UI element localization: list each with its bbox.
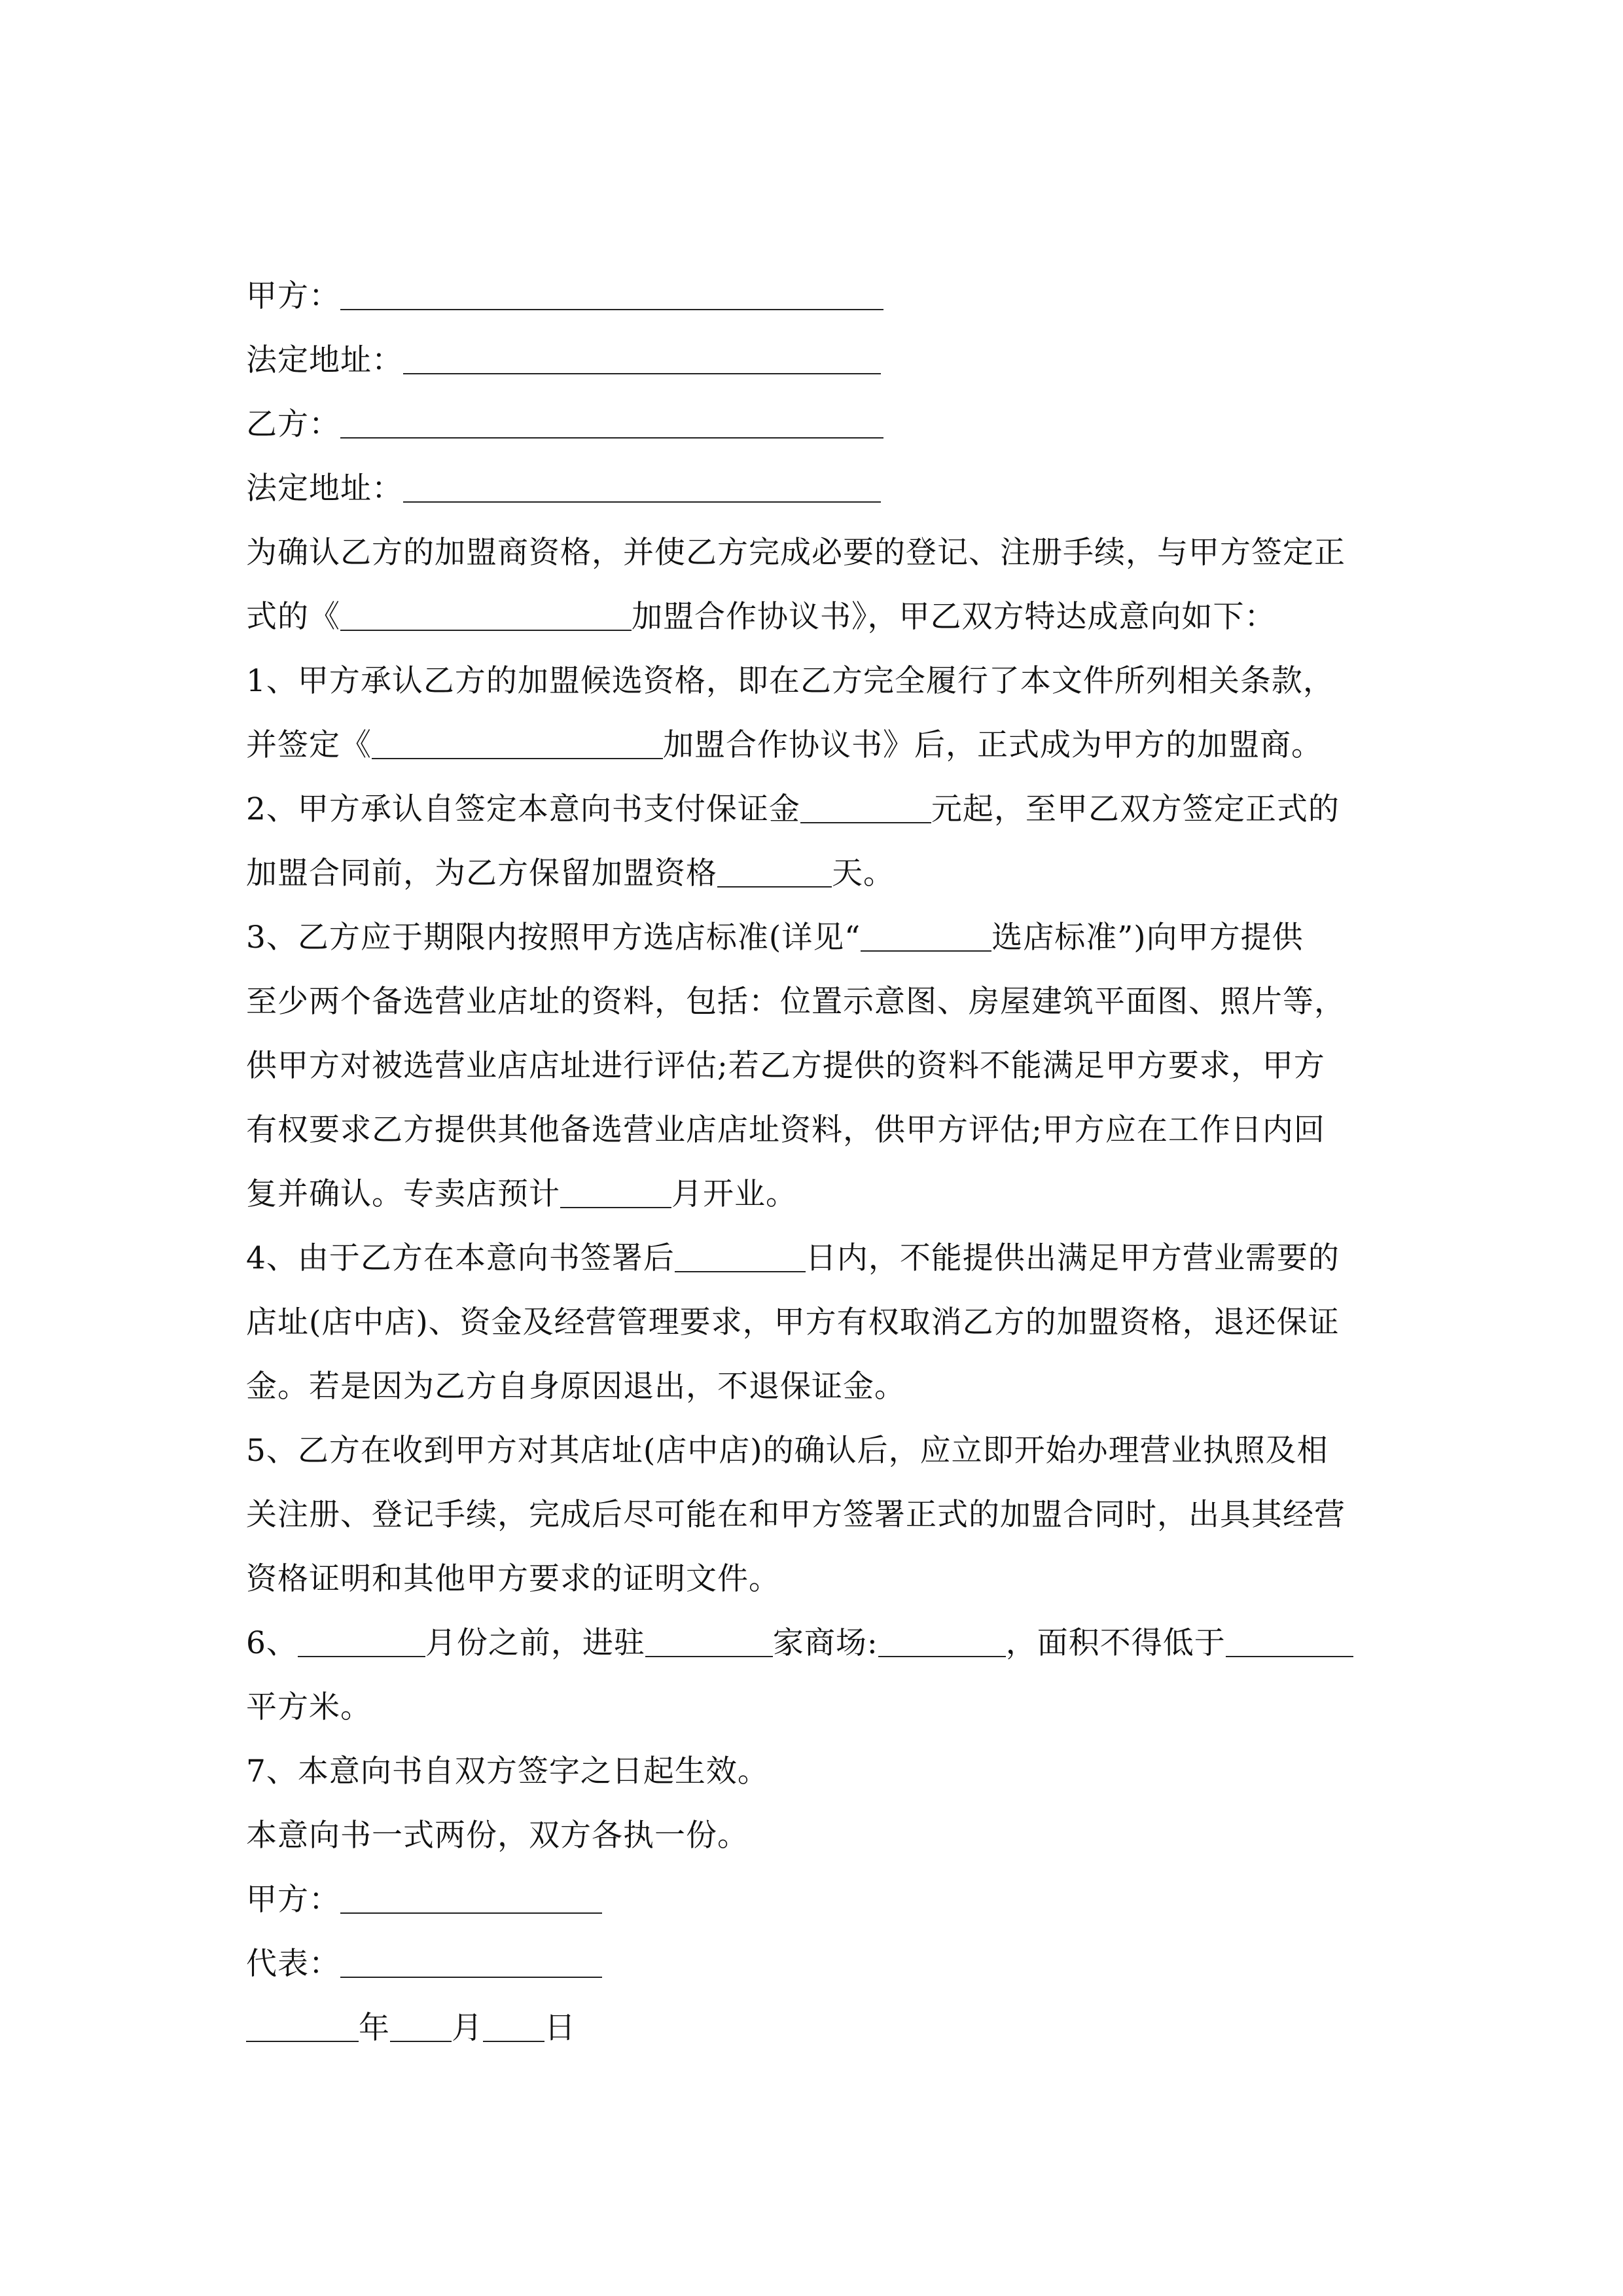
clause-1-line-2-end: 加盟合作协议书》后，正式成为甲方的加盟商。 — [663, 727, 1323, 763]
day-blank — [483, 2005, 544, 2042]
clause-3-line-2: 至少两个备选营业店址的资料，包括：位置示意图、房屋建筑平面图、照片等， — [246, 984, 1346, 1020]
clause-3-line-1 — [246, 906, 1378, 970]
agreement-name-blank — [340, 594, 632, 631]
signature-representative-line — [246, 1932, 1378, 1996]
clause-2-line-2 — [246, 842, 1378, 906]
day-label: 日 — [544, 2010, 576, 2046]
mall-name-blank — [878, 1621, 1006, 1657]
intro-line-2-start: 式的《 — [246, 599, 340, 635]
year-blank — [246, 2005, 359, 2042]
clause-3-line-3: 供甲方对被选营业店店址进行评估;若乙方提供的资料不能满足甲方要求，甲方 — [246, 1048, 1325, 1084]
clause-2-line-2-start: 加盟合同前，为乙方保留加盟资格 — [246, 855, 717, 891]
clause-7: 7、本意向书自双方签字之日起生效。 — [246, 1753, 769, 1789]
clause-4-line-1-end: 日内，不能提供出满足甲方营业需要的 — [805, 1240, 1340, 1276]
signature-party-a-line — [246, 1868, 1378, 1932]
signature-date-line — [246, 1996, 1378, 2060]
clause-2-line-2-end: 天。 — [832, 855, 895, 891]
signature-party-a-blank — [340, 1877, 602, 1914]
signature-representative-label: 代表： — [246, 1946, 340, 1982]
clause-6-month-text: 月份之前，进驻 — [425, 1625, 645, 1661]
clause-2-line-1-start: 2、甲方承认自签定本意向书支付保证金 — [246, 791, 800, 827]
clause-2-line-1-end: 元起，至甲乙双方签定正式的 — [931, 791, 1340, 827]
store-standard-blank — [861, 915, 991, 952]
clause-3-line-5-end: 月开业。 — [671, 1176, 797, 1212]
clause-4-line-3: 金。若是因为乙方自身原因退出，不退保证金。 — [246, 1369, 906, 1405]
clause-5-line-1: 5、乙方在收到甲方对其店址(店中店)的确认后，应立即开始办理营业执照及相 — [246, 1433, 1329, 1469]
intro-line-2-end: 加盟合作协议书》，甲乙双方特达成意向如下： — [632, 599, 1276, 635]
party-b-line — [246, 393, 1378, 457]
month-blank — [390, 2005, 452, 2042]
deadline-days-blank — [675, 1236, 806, 1272]
agreement-body — [246, 264, 1378, 2060]
party-a-blank — [340, 274, 883, 310]
clause-3-line-1-start: 3、乙方应于期限内按照甲方选店标准(详见“ — [246, 920, 861, 956]
deposit-amount-blank — [800, 787, 931, 823]
party-a-label: 甲方： — [246, 278, 340, 314]
clause-3-line-1-end: 选店标准”)向甲方提供 — [991, 920, 1304, 956]
clause-1-line-1: 1、甲方承认乙方的加盟候选资格，即在乙方完全履行了本文件所列相关条款， — [246, 663, 1334, 699]
clause-4-line-2: 店址(店中店)、资金及经营管理要求，甲方有权取消乙方的加盟资格，退还保证 — [246, 1304, 1340, 1340]
clause-5-line-2: 关注册、登记手续，完成后尽可能在和甲方签署正式的加盟合同时，出具其经营 — [246, 1497, 1346, 1533]
party-a-address-line — [246, 329, 1378, 393]
clause-1-line-2-start: 并签定《 — [246, 727, 372, 763]
party-b-address-label: 法定地址： — [246, 471, 403, 507]
month-label: 月 — [452, 2010, 483, 2046]
clause-1-agreement-blank — [372, 723, 663, 759]
party-a-address-label: 法定地址： — [246, 342, 403, 378]
intro-line-2 — [246, 585, 1378, 649]
reservation-days-blank — [717, 851, 832, 888]
signature-representative-blank — [340, 1941, 602, 1978]
clause-2-line-1 — [246, 778, 1378, 842]
clause-3-line-4: 有权要求乙方提供其他备选营业店店址资料，供甲方评估;甲方应在工作日内回 — [246, 1112, 1325, 1148]
clause-6-prefix: 6、 — [246, 1625, 298, 1661]
clause-5-line-3: 资格证明和其他甲方要求的证明文件。 — [246, 1561, 780, 1597]
clause-4-line-1 — [246, 1227, 1378, 1291]
clause-3-line-5 — [246, 1162, 1378, 1227]
year-label: 年 — [359, 2010, 390, 2046]
party-b-blank — [340, 402, 883, 439]
clause-6-area-text: ，面积不得低于 — [1005, 1625, 1226, 1661]
opening-month-blank — [560, 1172, 671, 1208]
party-a-line — [246, 264, 1378, 329]
intro-line-1: 为确认乙方的加盟商资格，并使乙方完成必要的登记、注册手续，与甲方签定正 — [246, 535, 1346, 571]
party-b-label: 乙方： — [246, 406, 340, 442]
party-b-address-line — [246, 457, 1378, 521]
clause-4-line-1-start: 4、由于乙方在本意向书签署后 — [246, 1240, 675, 1276]
copies-statement: 本意向书一式两份，双方各执一份。 — [246, 1818, 749, 1854]
entry-month-blank — [298, 1621, 425, 1657]
clause-1-line-2 — [246, 713, 1378, 778]
party-a-address-blank — [403, 338, 881, 374]
signature-party-a-label: 甲方： — [246, 1882, 340, 1918]
mall-count-blank — [645, 1621, 773, 1657]
clause-6-line-2: 平方米。 — [246, 1689, 372, 1725]
min-area-blank — [1226, 1621, 1353, 1657]
clause-6-line-1 — [246, 1611, 1378, 1676]
clause-3-line-5-start: 复并确认。专卖店预计 — [246, 1176, 560, 1212]
party-b-address-blank — [403, 466, 881, 503]
clause-6-mall-text: 家商场: — [772, 1625, 878, 1661]
